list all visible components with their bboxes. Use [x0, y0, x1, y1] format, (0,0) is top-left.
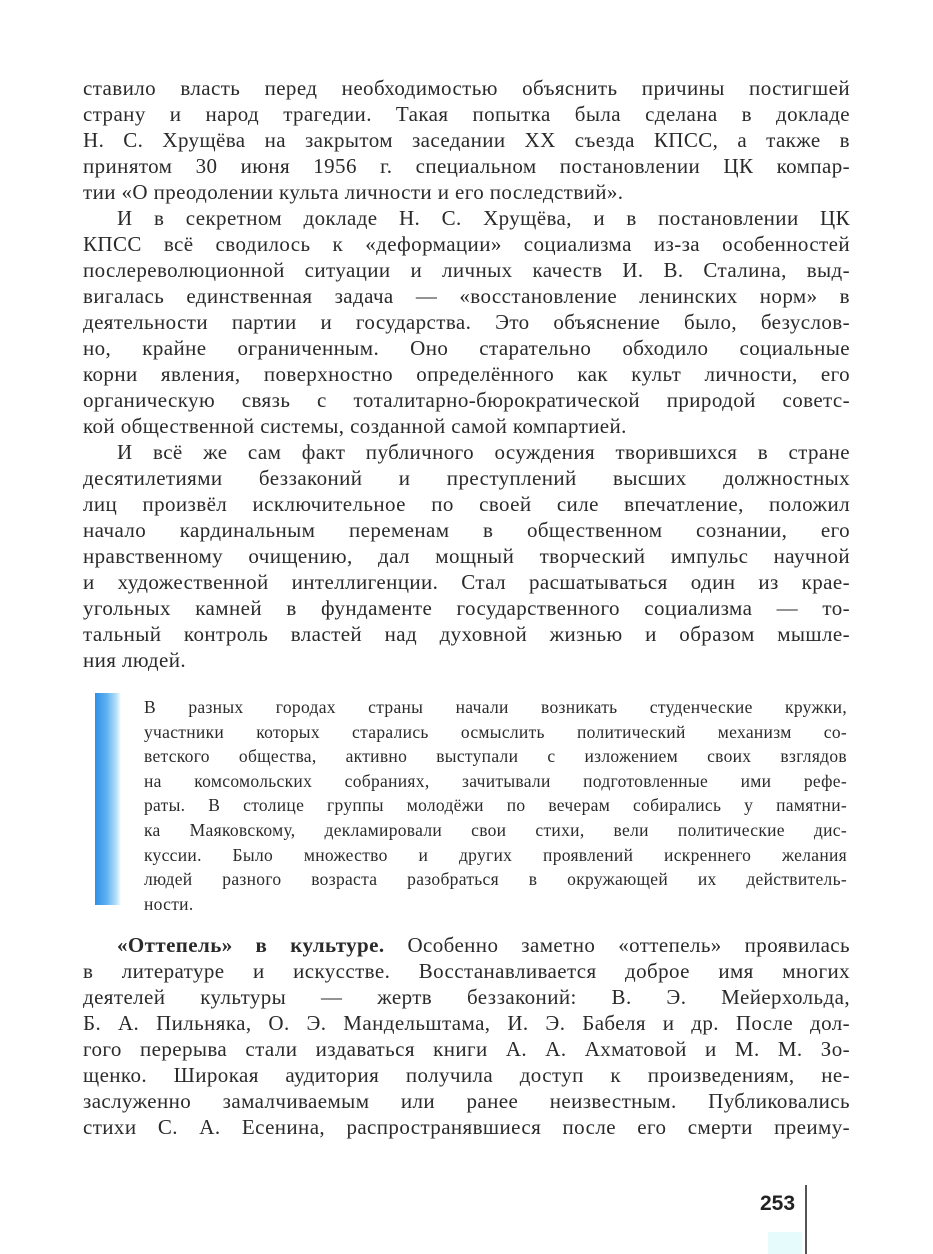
- text-line: в литературе и искусстве. Восстанавливается доброе имя многих: [83, 959, 850, 983]
- text-line: заслуженно замалчиваемым или ранее неизвестным. Публиковались: [83, 1089, 850, 1113]
- corner-tint: [768, 1232, 802, 1254]
- text-line: ка Маяковскому, декламировали свои стихи, вели политические дис-: [144, 819, 847, 840]
- text-line: начало кардинальным переменам в общественном сознании, его: [83, 518, 850, 542]
- text-line: нравственному очищению, дал мощный творческий импульс научной: [83, 544, 850, 568]
- text-line: кой общественной системы, созданной самой компартией.: [83, 414, 627, 438]
- text-line: страну и народ трагедии. Такая попытка была сделана в докладе: [83, 102, 850, 126]
- margin-rule: [805, 1185, 807, 1254]
- text-line: корни явления, поверхностно определённого как культ личности, его: [83, 362, 850, 386]
- text-run: Особенно заметно «оттепель» проявилась: [384, 933, 851, 957]
- text-line: и художественной интеллигенции. Стал расшатываться один из крае-: [83, 570, 850, 594]
- page-number: 253: [760, 1192, 796, 1215]
- text-line: И в секретном докладе Н. С. Хрущёва, и в постановлении ЦК: [117, 206, 850, 230]
- paragraph-2: [83, 205, 850, 439]
- text-line: ставило власть перед необходимостью объяснить причины постигшей: [83, 76, 850, 100]
- note-text: [144, 695, 847, 916]
- section-thaw-in-culture: [83, 932, 850, 1140]
- text-line: людей разного возраста разобраться в окружающей их действитель-: [144, 869, 847, 890]
- paragraph-3: [83, 439, 850, 673]
- text-line: на комсомольских собраниях, зачитывали подготовленные ими рефе-: [144, 770, 847, 791]
- text-line: десятилетиями беззаконий и преступлений высших должностных: [83, 466, 850, 490]
- text-line: Б. А. Пильняка, О. Э. Мандельштама, И. Э. Бабеля и др. После дол-: [83, 1011, 850, 1035]
- sidebar-note-box: [95, 693, 855, 914]
- text-line: деятелей культуры — жертв беззаконий: В. Э. Мейерхольда,: [83, 985, 850, 1009]
- text-line: вигалась единственная задача — «восстановление ленинских норм» в: [83, 284, 850, 308]
- text-line: ния людей.: [83, 648, 186, 672]
- text-line: Н. С. Хрущёва на закрытом заседании XX съезда КПСС, а также в: [83, 128, 850, 152]
- text-line: органическую связь с тоталитарно-бюрократической природой советс-: [83, 388, 850, 412]
- text-line: лиц произвёл исключительное по своей силе впечатление, положил: [83, 492, 850, 516]
- text-line: тальный контроль властей над духовной жизнью и образом мышле-: [83, 622, 850, 646]
- text-line: но, крайне ограниченным. Оно старательно обходило социальные: [83, 336, 850, 360]
- blue-accent-bar: [95, 693, 121, 905]
- text-line: угольных камней в фундаменте государственного социализма — то-: [83, 596, 850, 620]
- text-line: стихи С. А. Есенина, распространявшиеся после его смерти преиму-: [83, 1115, 850, 1139]
- text-line: деятельности партии и государства. Это объяснение было, безуслов-: [83, 310, 850, 334]
- section-heading: «Оттепель» в культуре.: [117, 933, 385, 957]
- text-line: послереволюционной ситуации и личных качеств И. В. Сталина, выд-: [83, 258, 850, 282]
- text-line: принятом 30 июня 1956 г. специальном постановлении ЦК компар-: [83, 154, 850, 178]
- text-line: гого перерыва стали издаваться книги А. А. Ахматовой и М. М. Зо-: [83, 1037, 850, 1061]
- text-line: тии «О преодолении культа личности и его последствий».: [83, 180, 624, 204]
- text-line: куссии. Было множество и других проявлений искреннего желания: [144, 844, 847, 865]
- text-line: ности.: [144, 893, 194, 914]
- text-line: ветского общества, активно выступали с изложением своих взглядов: [144, 746, 847, 767]
- text-line: В разных городах страны начали возникать студенческие кружки,: [144, 697, 847, 717]
- text-line: КПСС всё сводилось к «деформации» социализма из-за особенностей: [83, 232, 850, 256]
- paragraph-1: [83, 75, 850, 205]
- text-line: [83, 932, 850, 958]
- text-line: щенко. Широкая аудитория получила доступ к произведениям, не-: [83, 1063, 850, 1087]
- text-line: И всё же сам факт публичного осуждения творившихся в стране: [117, 440, 850, 464]
- text-line: раты. В столице группы молодёжи по вечерам собирались у памятни-: [144, 795, 847, 816]
- text-line: участники которых старались осмыслить политический механизм со-: [144, 721, 847, 742]
